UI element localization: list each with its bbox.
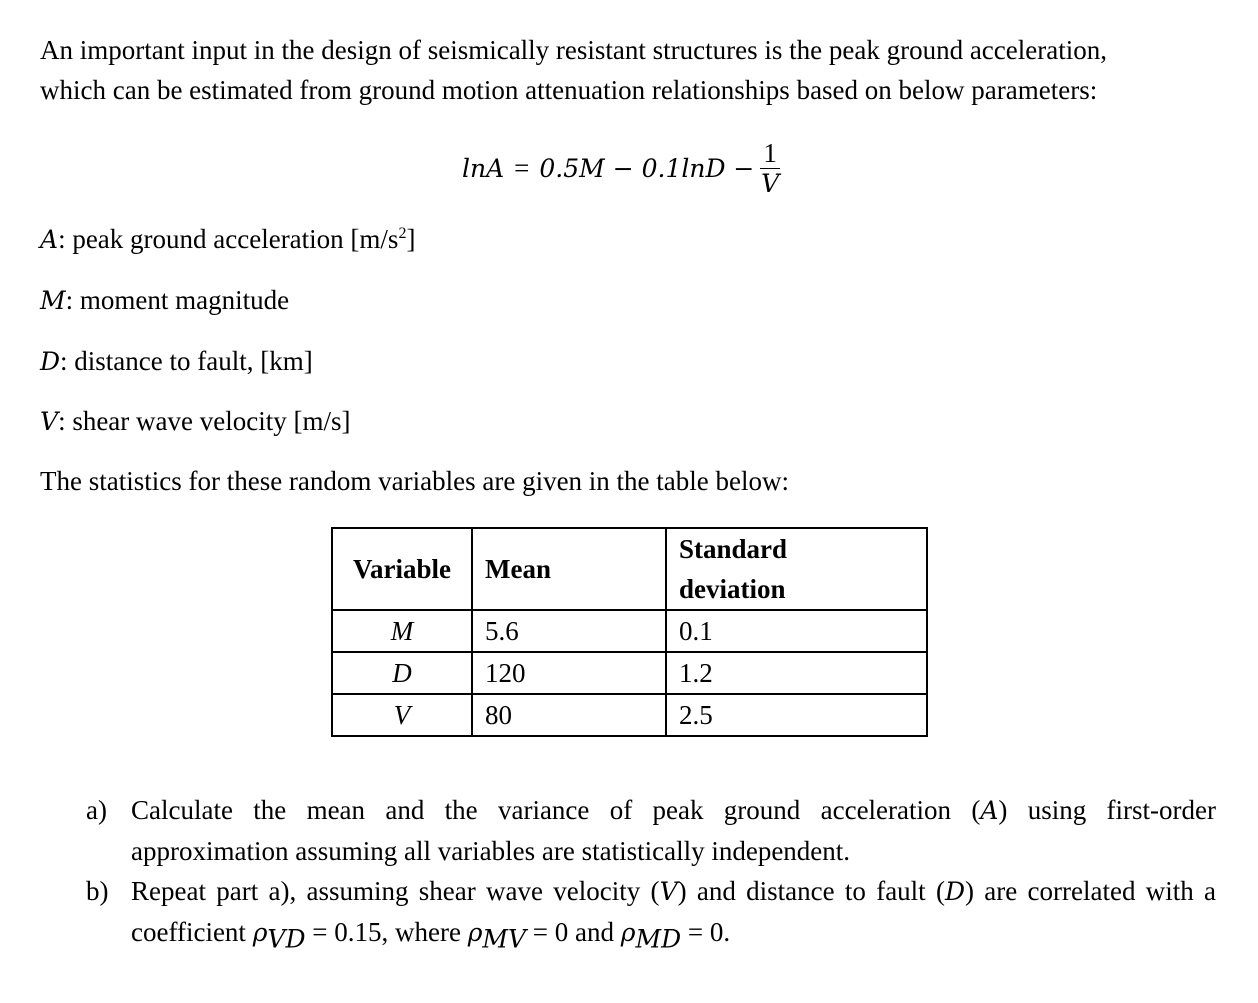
question-text: Calculate the mean and the variance of peak ground acceleration ( [131, 795, 981, 825]
header-std-line-1: Standard [679, 534, 788, 564]
table-row [332, 610, 927, 652]
formula-fraction [760, 138, 780, 199]
cell-std: 0.1 [666, 610, 927, 652]
stats-intro: The statistics for these random variables are given in the table below: [40, 466, 789, 496]
definition-v [40, 406, 350, 437]
cell-mean: 80 [472, 694, 666, 736]
header-mean: Mean [472, 528, 666, 610]
definition-symbol: D [40, 347, 61, 376]
definition-close: ] [406, 224, 416, 254]
header-std-line-2: deviation [679, 574, 786, 604]
definition-text: : moment magnitude [65, 285, 290, 315]
attenuation-formula [462, 128, 780, 208]
rho-subscript: MV [482, 924, 527, 954]
intro-line-1: An important input in the design of seismically resistant structures is the peak ground acceleration, [40, 35, 1107, 65]
definition-text: : distance to fault, [km] [60, 346, 313, 376]
rho-subscript: VD [267, 924, 306, 954]
question-text: ) are correlated with a coefficient [131, 876, 1217, 947]
math-symbol: D [944, 877, 966, 906]
formula-rhs: 0.5M − 0.1lnD − [539, 153, 755, 183]
question-text: Repeat part a), assuming shear wave velocity ( [131, 876, 660, 906]
table-row [332, 652, 927, 694]
definition-text: : peak ground acceleration [m/s [58, 224, 399, 254]
statistics-table [331, 527, 928, 737]
definition-symbol: V [40, 407, 59, 436]
math-symbol: A [980, 796, 999, 825]
cell-mean: 120 [472, 652, 666, 694]
intro-line-2: which can be estimated from ground motion attenuation relationships based on below parameters: [40, 75, 1098, 105]
question-text: = 0. [681, 917, 731, 947]
rho-subscript: MD [635, 924, 682, 954]
rho-symbol: ρ [252, 918, 268, 947]
cell-variable: V [332, 694, 472, 736]
cell-std: 1.2 [666, 652, 927, 694]
table-row [332, 694, 927, 736]
fraction-numerator: 1 [760, 138, 780, 169]
definition-superscript: 2 [398, 225, 407, 242]
rho-symbol: ρ [620, 918, 636, 947]
question-a [86, 790, 1216, 871]
question-list [86, 790, 1216, 953]
question-text: ) and distance to fault ( [677, 876, 945, 906]
cell-mean: 5.6 [472, 610, 666, 652]
fraction-denominator: V [761, 168, 780, 198]
question-label: a) [86, 795, 107, 825]
cell-variable: D [332, 652, 472, 694]
question-b [86, 871, 1216, 953]
cell-variable: M [332, 610, 472, 652]
question-text: ) using first-order approximation assuming all variables are statistically independent. [131, 795, 1216, 866]
header-variable: Variable [332, 528, 472, 610]
formula-lhs: lnA [462, 153, 505, 183]
math-symbol: V [659, 877, 678, 906]
definition-a [40, 224, 415, 255]
definition-text: : shear wave velocity [m/s] [58, 406, 351, 436]
rho-symbol: ρ [467, 918, 483, 947]
table-header-row [332, 528, 927, 610]
definition-d [40, 346, 313, 377]
header-std [666, 528, 927, 610]
definition-symbol: M [40, 286, 66, 315]
definition-m [40, 285, 289, 316]
question-label: b) [86, 876, 109, 906]
intro-paragraph [40, 30, 1220, 110]
formula-equals: = [514, 152, 530, 183]
question-text: = 0 and [526, 917, 621, 947]
definition-symbol: A [40, 225, 59, 254]
cell-std: 2.5 [666, 694, 927, 736]
question-text: = 0.15, where [305, 917, 468, 947]
